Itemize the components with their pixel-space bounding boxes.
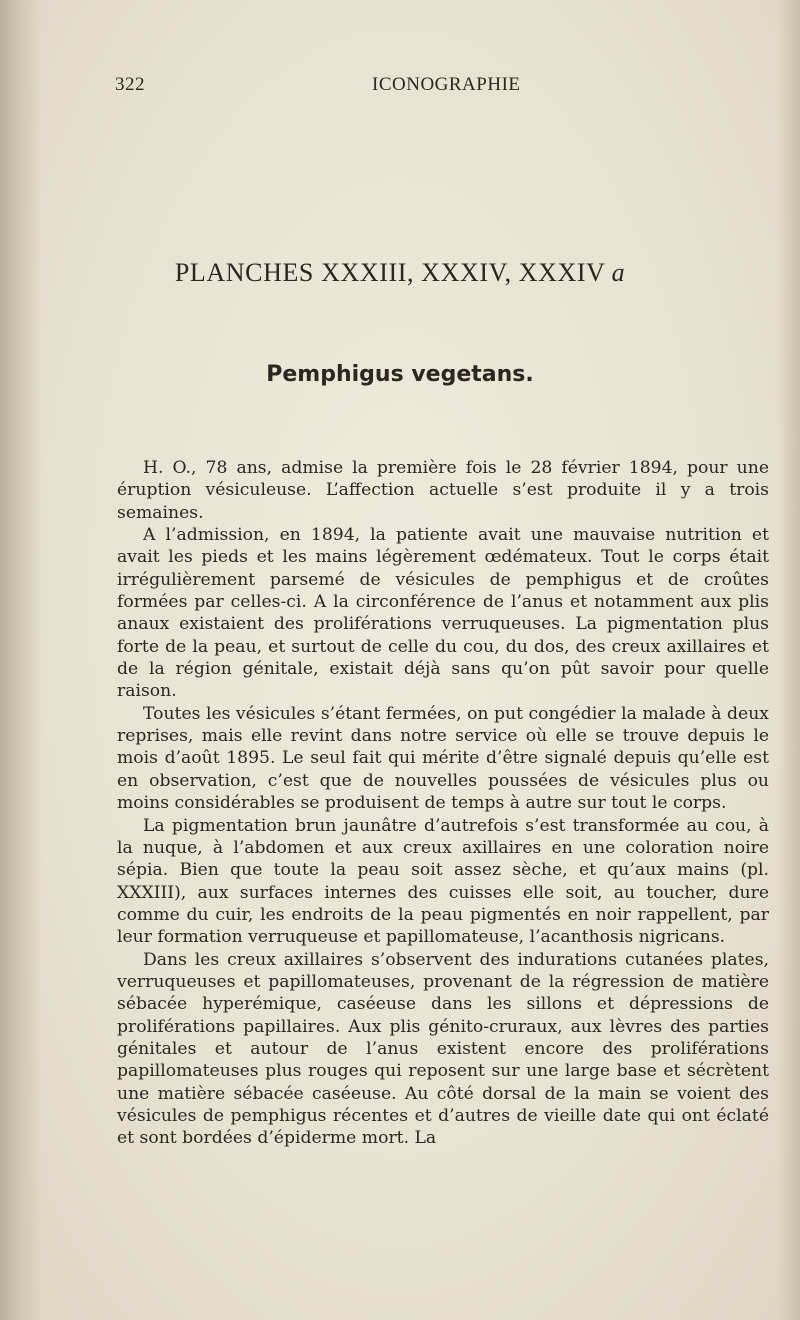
paragraph-5: Dans les creux axillaires s’observent des indurations cutanées plates, verruqueuses et papillomateuses, provenant de la régression de matière sébacée hyperémique, caséeuse dans les sillons et dépressions de proliférations papillaires. Aux plis génito-cruraux, aux lèvres des parties génitales et autour de l’anus existent encore des proliférations papillomateuses plus rouges qui reposent sur une large base et sécrètent une matière sébacée caséeuse. Au côté dorsal de la main se voient des vésicules de pemphigus récentes et d’autres de vieille date qui ont éclaté et sont bordées d’épiderme mort. La	[117, 949, 769, 1149]
running-title: ICONOGRAPHIE	[372, 74, 521, 95]
paragraph-2: A l’admission, en 1894, la patiente avait une mauvaise nutrition et avait les pieds et les mains légèrement œdémateux. Tout le corps était irrégulièrement parsemé de vésicules de pemphigus et de croûtes formées par celles-ci. A la circonférence de l’anus et notamment aux plis anaux existaient des proliférations verruqueuses. La pigmentation plus forte de la peau, et surtout de celle du cou, du dos, des creux axillaires et de la région génitale, existait déjà sans qu’on pût savoir pour quelle raison.	[117, 525, 769, 702]
page-edge-shadow-left	[0, 0, 42, 1320]
plate-heading-suffix: a	[611, 258, 626, 287]
page-number: 322	[115, 74, 145, 95]
plate-heading	[0, 258, 800, 288]
running-head	[115, 74, 695, 102]
article-title: Pemphigus vegetans.	[266, 362, 534, 387]
paragraph-1: H. O., 78 ans, admise la première fois le 28 février 1894, pour une éruption vésiculeuse. L’affection actuelle s’est produite il y a trois semaines.	[117, 458, 769, 523]
paragraph-3: Toutes les vésicules s’étant fermées, on put congédier la malade à deux reprises, mais elle revint dans notre service où elle se trouve depuis le mois d’août 1895. Le seul fait qui mérite d’être signalé depuis qu’elle est en observation, c’est que de nouvelles poussées de vésicules plus ou moins considérables se produisent de temps à autre sur tout le corps.	[117, 703, 769, 814]
body-text	[117, 457, 769, 1150]
paragraph-4: La pigmentation brun jaunâtre d’autrefois s’est transformée au cou, à la nuque, à l’abdomen et aux creux axillaires en une coloration noire sépia. Bien que toute la peau soit assez sèche, et qu’aux mains (pl. XXXIII), aux surfaces internes des cuisses elle soit, au toucher, dure comme du cuir, les endroits de la peau pigmentés en noir rappellent, par leur formation verruqueuse et papillomateuse, l’acanthosis nigricans.	[117, 815, 769, 948]
plate-heading-text: PLANCHES XXXIII, XXXIV, XXXIV	[174, 258, 606, 287]
page-edge-shadow-right	[778, 0, 800, 1320]
